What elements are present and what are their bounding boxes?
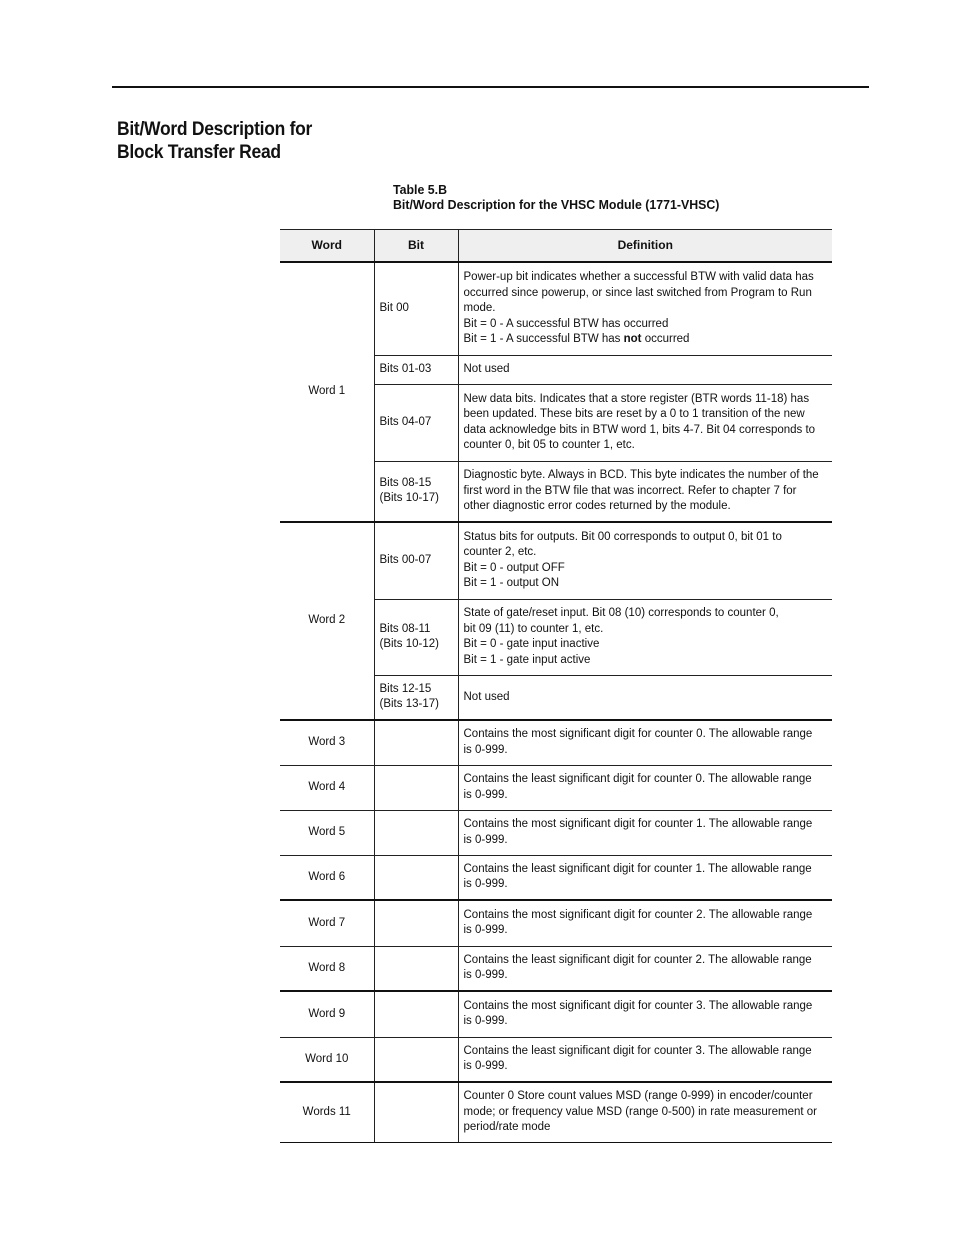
definition-line: Bit = 1 - output ON	[463, 577, 560, 590]
definition-line: is 0-999.	[463, 1060, 508, 1073]
table-row	[280, 720, 832, 765]
bit-cell	[374, 461, 458, 522]
word-cell: Word 8	[280, 946, 374, 991]
word-cell: Word 5	[280, 810, 374, 855]
bit-line: Bits 01-03	[379, 362, 432, 375]
definition-text: occurred	[641, 333, 690, 345]
definition-line	[464, 332, 827, 348]
table-row	[280, 991, 832, 1037]
word-cell: Word 4	[280, 765, 374, 810]
table-row	[280, 765, 832, 810]
table-row	[280, 900, 832, 946]
bit-cell	[374, 355, 458, 384]
word-cell: Word 2	[280, 522, 374, 720]
word-cell: Word 10	[280, 1037, 374, 1082]
definition-cell	[458, 1037, 832, 1082]
definition-cell	[458, 946, 832, 991]
bit-cell	[374, 991, 458, 1037]
definition-line: is 0-999.	[463, 878, 508, 891]
bit-cell	[374, 1037, 458, 1082]
definition-line: Contains the most significant digit for counter 1. The allowable range	[463, 818, 813, 830]
column-header-bit: Bit	[374, 230, 458, 263]
definition-cell	[458, 675, 832, 720]
bit-cell	[374, 675, 458, 720]
table-row	[280, 262, 832, 355]
definition-line: other diagnostic error codes returned by the module.	[463, 500, 731, 512]
word-cell: Word 1	[280, 262, 374, 522]
bit-cell	[374, 765, 458, 810]
bit-line: Bits 00-07	[379, 554, 432, 566]
table-row	[280, 522, 832, 599]
definition-line: Contains the least significant digit for counter 1. The allowable range	[463, 862, 812, 875]
bit-line: (Bits 10-12)	[379, 638, 439, 650]
definition-line: is 0-999.	[463, 788, 508, 801]
table-number: Table 5.B	[393, 182, 448, 197]
definition-line: Status bits for outputs. Bit 00 corresponds to output 0, bit 01 to	[463, 530, 782, 543]
definition-line: New data bits. Indicates that a store register (BTR words 11-18) has	[463, 392, 810, 405]
definition-line: Counter 0 Store count values MSD (range 0-999) in encoder/counter	[463, 1090, 813, 1102]
definition-cell	[458, 355, 832, 384]
word-cell: Word 9	[280, 991, 374, 1037]
definition-line: Contains the most significant digit for counter 0. The allowable range	[463, 728, 813, 741]
definition-line: is 0-999.	[463, 833, 508, 846]
bit-cell	[374, 1082, 458, 1142]
definition-cell	[458, 765, 832, 810]
top-rule	[112, 86, 869, 88]
definition-line: period/rate mode	[463, 1121, 551, 1133]
definition-line: counter 0, bit 05 to counter 1, etc.	[463, 439, 635, 451]
definition-line: Contains the least significant digit for counter 0. The allowable range	[463, 773, 812, 785]
heading-line: Block Transfer Read	[117, 142, 281, 163]
definition-line: Bit = 0 - gate input inactive	[463, 638, 600, 650]
bit-cell	[374, 384, 458, 461]
table-title: Bit/Word Description for the VHSC Module (1771-VHSC)	[393, 197, 720, 212]
definition-line: Power-up bit indicates whether a successful BTW with valid data has	[463, 271, 814, 283]
bit-cell	[374, 522, 458, 599]
definition-line: first word in the BTW file that was incorrect. Refer to chapter 7 for	[463, 484, 797, 497]
bit-cell	[374, 599, 458, 675]
bit-cell	[374, 720, 458, 765]
definition-line: data acknowledge bits in BTW word 1, bits 4-7. Bit 04 corresponds to	[463, 423, 816, 436]
definition-line: Not used	[463, 690, 510, 703]
bit-line: Bit 00	[379, 302, 409, 314]
definition-line: is 0-999.	[463, 743, 508, 756]
definition-cell	[458, 461, 832, 522]
word-cell: Word 7	[280, 900, 374, 946]
table-caption	[393, 182, 719, 212]
bit-cell	[374, 855, 458, 900]
definition-cell	[458, 900, 832, 946]
bit-line: (Bits 13-17)	[379, 698, 439, 711]
definition-line: Contains the most significant digit for counter 2. The allowable range	[463, 908, 813, 921]
definition-line: Not used	[463, 362, 510, 375]
bit-line: Bits 12-15	[379, 682, 432, 695]
definition-line: State of gate/reset input. Bit 08 (10) corresponds to counter 0,	[463, 607, 779, 619]
column-header-definition: Definition	[458, 230, 832, 263]
bit-line: (Bits 10-17)	[379, 492, 439, 505]
definition-line: occurred since powerup, or since last switched from Program to Run	[463, 286, 812, 299]
definition-cell	[458, 384, 832, 461]
definition-cell	[458, 599, 832, 675]
definition-line: Contains the most significant digit for counter 3. The allowable range	[463, 999, 813, 1012]
section-heading	[117, 118, 393, 164]
definition-line: mode.	[463, 302, 496, 314]
bit-line: Bits 08-15	[379, 476, 432, 489]
definition-line: is 0-999.	[463, 924, 508, 937]
definition-line: mode; or frequency value MSD (range 0-500) in rate measurement or	[463, 1105, 817, 1118]
header-row	[280, 230, 832, 263]
definition-emphasis: not	[623, 333, 642, 345]
definition-cell	[458, 522, 832, 599]
definition-line: Diagnostic byte. Always in BCD. This byte indicates the number of the	[463, 469, 819, 481]
definition-line: Contains the least significant digit for counter 3. The allowable range	[463, 1044, 812, 1057]
definition-cell	[458, 855, 832, 900]
bit-cell	[374, 946, 458, 991]
definition-line: Bit = 0 - output OFF	[463, 561, 565, 574]
definition-line: Bit = 0 - A successful BTW has occurred	[463, 317, 669, 330]
column-header-word: Word	[280, 230, 374, 263]
definition-line: counter 2, etc.	[463, 546, 537, 559]
definition-cell	[458, 262, 832, 355]
bit-word-table	[280, 229, 832, 1143]
definition-line: is 0-999.	[463, 1015, 508, 1028]
table-row	[280, 1037, 832, 1082]
definition-text: Bit = 1 - A successful BTW has	[463, 333, 624, 345]
word-cell: Word 3	[280, 720, 374, 765]
word-cell: Words 11	[280, 1082, 374, 1142]
heading-line: Bit/Word Description for	[117, 119, 313, 140]
bit-cell	[374, 262, 458, 355]
definition-cell	[458, 720, 832, 765]
definition-cell	[458, 1082, 832, 1142]
definition-cell	[458, 991, 832, 1037]
definition-cell	[458, 810, 832, 855]
table-row	[280, 855, 832, 900]
bit-line: Bits 04-07	[379, 415, 432, 428]
table-row	[280, 1082, 832, 1142]
definition-line: bit 09 (11) to counter 1, etc.	[463, 622, 604, 635]
definition-line: Bit = 1 - gate input active	[463, 653, 591, 666]
bit-line: Bits 08-11	[379, 622, 431, 635]
bit-cell	[374, 900, 458, 946]
bit-cell	[374, 810, 458, 855]
table-row	[280, 946, 832, 991]
definition-line: been updated. These bits are reset by a 0 to 1 transition of the new	[463, 408, 805, 420]
definition-line: is 0-999.	[463, 969, 508, 982]
definition-line: Contains the least significant digit for counter 2. The allowable range	[463, 953, 812, 966]
table-row	[280, 810, 832, 855]
word-cell: Word 6	[280, 855, 374, 900]
